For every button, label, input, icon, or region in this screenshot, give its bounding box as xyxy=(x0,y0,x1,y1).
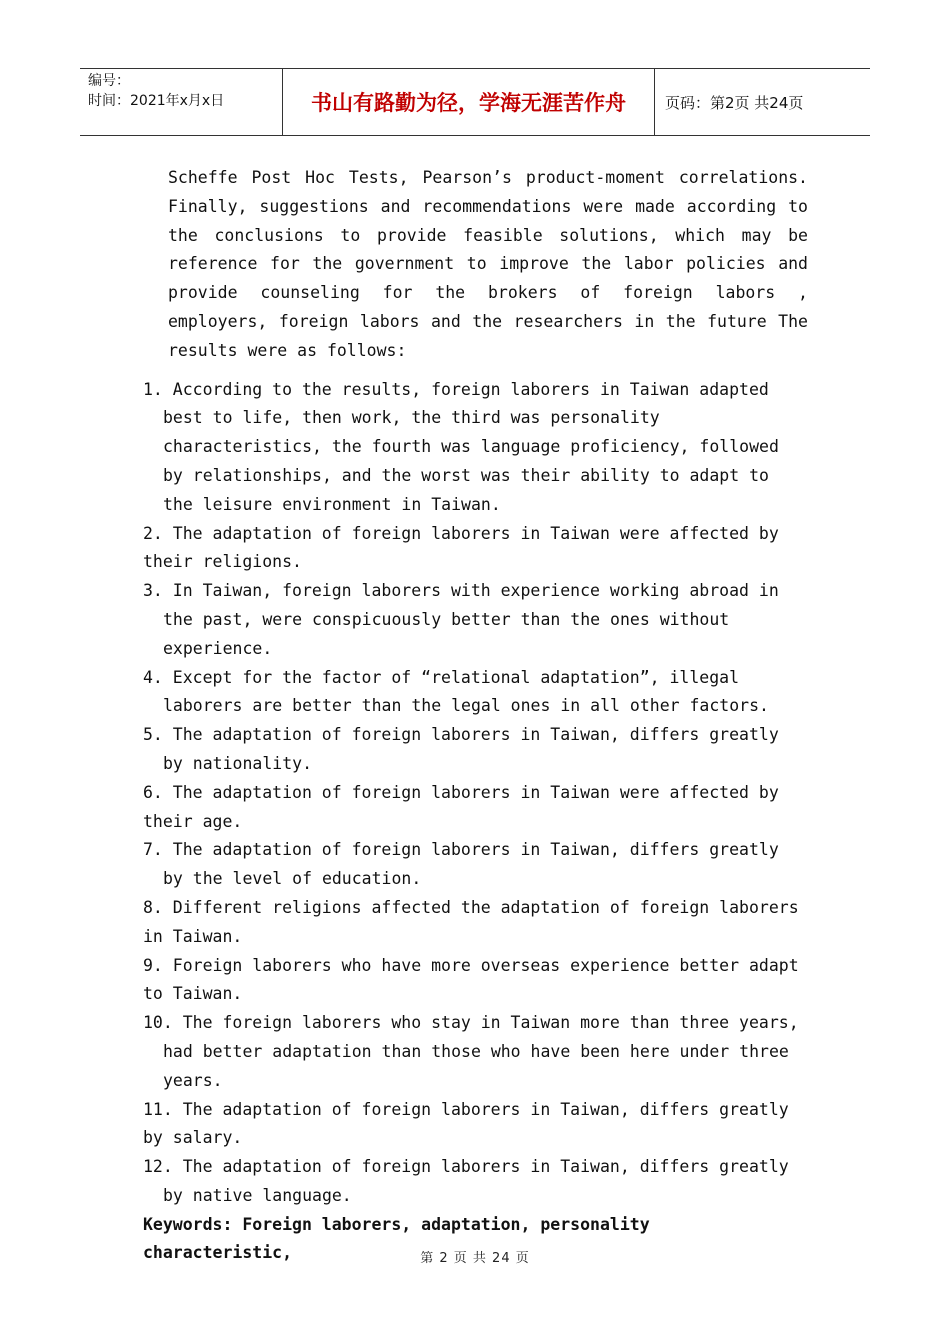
header-page-info: 页码：第2页 共24页 xyxy=(665,93,804,112)
result-item-6: 6. The adaptation of foreign laborers in Taiwan were affected by their age. xyxy=(143,782,779,831)
time-label: 时间：2021年x月x日 xyxy=(88,93,225,109)
page-header xyxy=(80,68,870,136)
code-label: 编号： xyxy=(88,73,130,89)
result-item-11: 11. The adaptation of foreign laborers in Taiwan, differs greatly by salary. xyxy=(143,1099,789,1148)
result-item-4: 4. Except for the factor of “relational adaptation”, illegal laborers are better than the legal ones in all other factors. xyxy=(143,667,769,716)
result-item-7: 7. The adaptation of foreign laborers in Taiwan, differs greatly by the level of education. xyxy=(143,840,779,889)
page-footer: 第 2 页 共 24 页 xyxy=(420,1251,530,1266)
result-item-1: 1. According to the results, foreign laborers in Taiwan adapted best to life, then work, the third was personality characteristics, the fourth was language proficiency, followed by relationships, and the worst was their ability to adapt to the leisure environment in Taiwan. xyxy=(143,379,779,514)
result-item-9: 9. Foreign laborers who have more overseas experience better adapt to Taiwan. xyxy=(143,955,799,1004)
header-meta xyxy=(80,69,282,135)
result-item-10: 10. The foreign laborers who stay in Taiwan more than three years, had better adaptation than those who have been here under three years. xyxy=(143,1013,799,1090)
result-item-8: 8. Different religions affected the adaptation of foreign laborers in Taiwan. xyxy=(143,897,799,946)
result-item-2: 2. The adaptation of foreign laborers in Taiwan were affected by their religions. xyxy=(143,523,779,572)
keywords-line: Keywords: Foreign laborers, adaptation, personality characteristic, xyxy=(143,1214,650,1263)
result-item-5: 5. The adaptation of foreign laborers in Taiwan, differs greatly by nationality. xyxy=(143,725,779,773)
intro-paragraph: Scheffe Post Hoc Tests, Pearson’s product-moment correlations. Finally, suggestions and recommendations were made according to the conclusions to provide feasible solutions, which may be reference for the government to improve the labor policies and provide counseling for the brokers of foreign labors , employers, foreign labors and the researchers in the future The results were as follows: xyxy=(168,168,808,360)
header-motto: 书山有路勤为径，学海无涯苦作舟 xyxy=(282,69,655,135)
result-item-3: 3. In Taiwan, foreign laborers with experience working abroad in the past, were conspicuously better than the ones without experience. xyxy=(143,581,779,658)
result-item-12: 12. The adaptation of foreign laborers in Taiwan, differs greatly by native language. xyxy=(143,1157,789,1205)
document-body xyxy=(143,164,808,1268)
